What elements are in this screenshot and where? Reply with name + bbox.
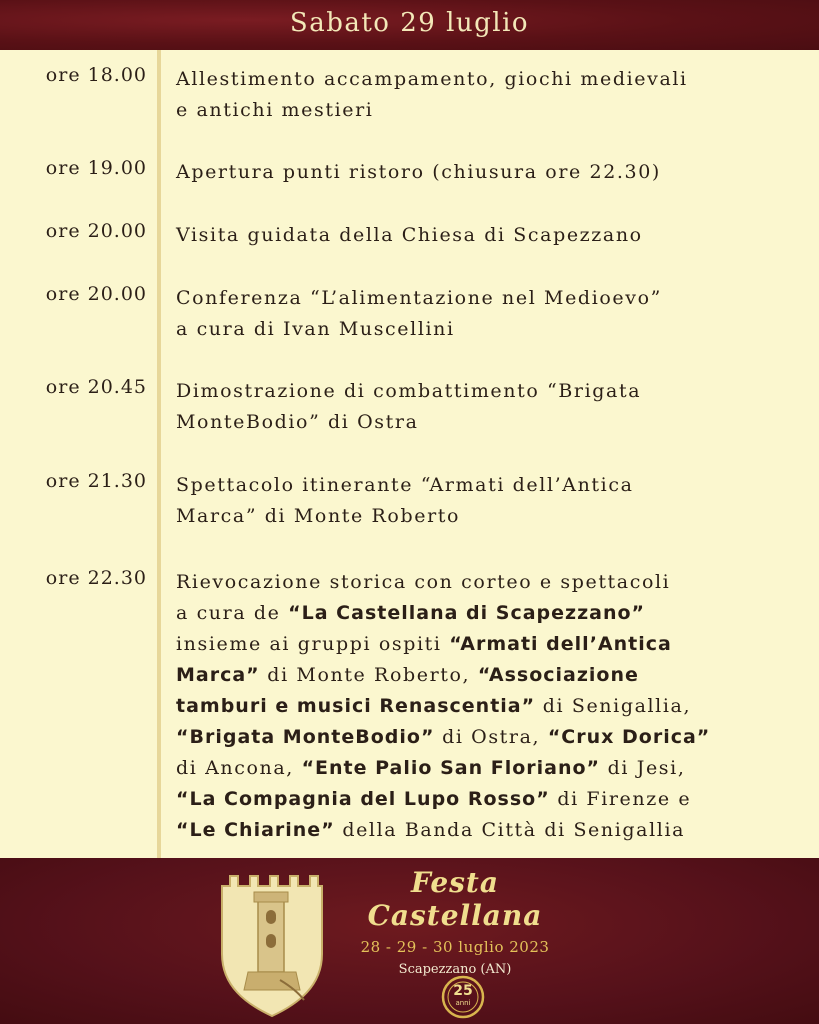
event-place: Scapezzano (AN) — [398, 962, 512, 977]
schedule-description — [176, 220, 806, 251]
highlighted-name: “La Castellana di Scapezzano” — [288, 602, 646, 624]
schedule-description — [176, 283, 806, 345]
description-line — [176, 660, 806, 691]
event-brand — [340, 866, 570, 977]
schedule-description — [176, 64, 806, 126]
highlighted-name: “Ente Palio San Floriano” — [301, 757, 601, 779]
schedule-time: ore 20.00 — [45, 283, 147, 305]
anniversary-number: 25 — [453, 983, 473, 999]
description-line — [176, 598, 806, 629]
schedule-description — [176, 567, 806, 846]
description-line — [176, 283, 806, 314]
schedule-time: ore 21.30 — [45, 470, 147, 492]
highlighted-name: “Brigata MonteBodio” — [176, 726, 435, 748]
description-line — [176, 220, 806, 251]
schedule-description — [176, 157, 806, 188]
description-line — [176, 567, 806, 598]
description-line — [176, 722, 806, 753]
highlighted-name: “La Compagnia del Lupo Rosso” — [176, 788, 550, 810]
description-line — [176, 691, 806, 722]
schedule-time: ore 19.00 — [45, 157, 147, 179]
description-line — [176, 815, 806, 846]
description-text: Rievocazione storica con corteo e spettacoli — [176, 571, 671, 593]
description-text: insieme ai gruppi ospiti — [176, 633, 450, 655]
castle-shield-logo — [218, 868, 326, 1018]
highlighted-name: tamburi e musici Renascentia” — [176, 695, 536, 717]
description-text: MonteBodio” di Ostra — [176, 411, 419, 433]
description-text: Visita guidata della Chiesa di Scapezzano — [176, 224, 643, 246]
description-text: Conferenza “L’alimentazione nel Medioevo” — [176, 287, 662, 309]
description-line — [176, 753, 806, 784]
description-text: Apertura punti ristoro (chiusura ore 22.30) — [176, 161, 661, 183]
schedule-time: ore 22.30 — [45, 567, 147, 589]
description-line — [176, 314, 806, 345]
description-text: Spettacolo itinerante “Armati dell’Antica — [176, 474, 634, 496]
event-dates: 28 - 29 - 30 luglio 2023 — [360, 938, 550, 956]
description-line — [176, 376, 806, 407]
event-name: Festa Castellana — [367, 866, 543, 932]
description-text: della Banda Città di Senigallia — [334, 819, 686, 841]
description-text: di Monte Roberto, — [259, 664, 478, 686]
page-title: Sabato 29 luglio — [289, 8, 530, 38]
description-text: di Senigallia, — [535, 695, 692, 717]
description-text: di Ancona, — [176, 757, 302, 779]
description-line — [176, 784, 806, 815]
schedule-time: ore 18.00 — [45, 64, 147, 86]
divider-line — [157, 50, 161, 858]
description-text: di Firenze e — [549, 788, 692, 810]
schedule-time: ore 20.00 — [45, 220, 147, 242]
highlighted-name: “Associazione — [477, 664, 639, 686]
description-text: a cura de — [176, 602, 289, 624]
description-text: e antichi mestieri — [176, 99, 374, 121]
schedule-description — [176, 376, 806, 438]
description-text: a cura di Ivan Muscellini — [176, 318, 455, 340]
highlighted-name: “Crux Dorica” — [547, 726, 711, 748]
description-line — [176, 157, 806, 188]
anniversary-badge — [440, 974, 486, 1020]
anniversary-word: anni — [455, 999, 471, 1007]
description-text: di Ostra, — [434, 726, 548, 748]
description-text: Allestimento accampamento, giochi medievali — [176, 68, 688, 90]
highlighted-name: “Le Chiarine” — [176, 819, 335, 841]
description-text: Marca” di Monte Roberto — [176, 505, 461, 527]
description-text: Dimostrazione di combattimento “Brigata — [176, 380, 642, 402]
description-line — [176, 470, 806, 501]
description-line — [176, 407, 806, 438]
schedule-description — [176, 470, 806, 532]
description-line — [176, 629, 806, 660]
highlighted-name: “Armati dell’Antica — [449, 633, 672, 655]
description-line — [176, 501, 806, 532]
description-line — [176, 95, 806, 126]
description-text: di Jesi, — [600, 757, 686, 779]
highlighted-name: Marca” — [176, 664, 260, 686]
description-line — [176, 64, 806, 95]
schedule-time: ore 20.45 — [45, 376, 147, 398]
header-banner — [0, 0, 819, 50]
